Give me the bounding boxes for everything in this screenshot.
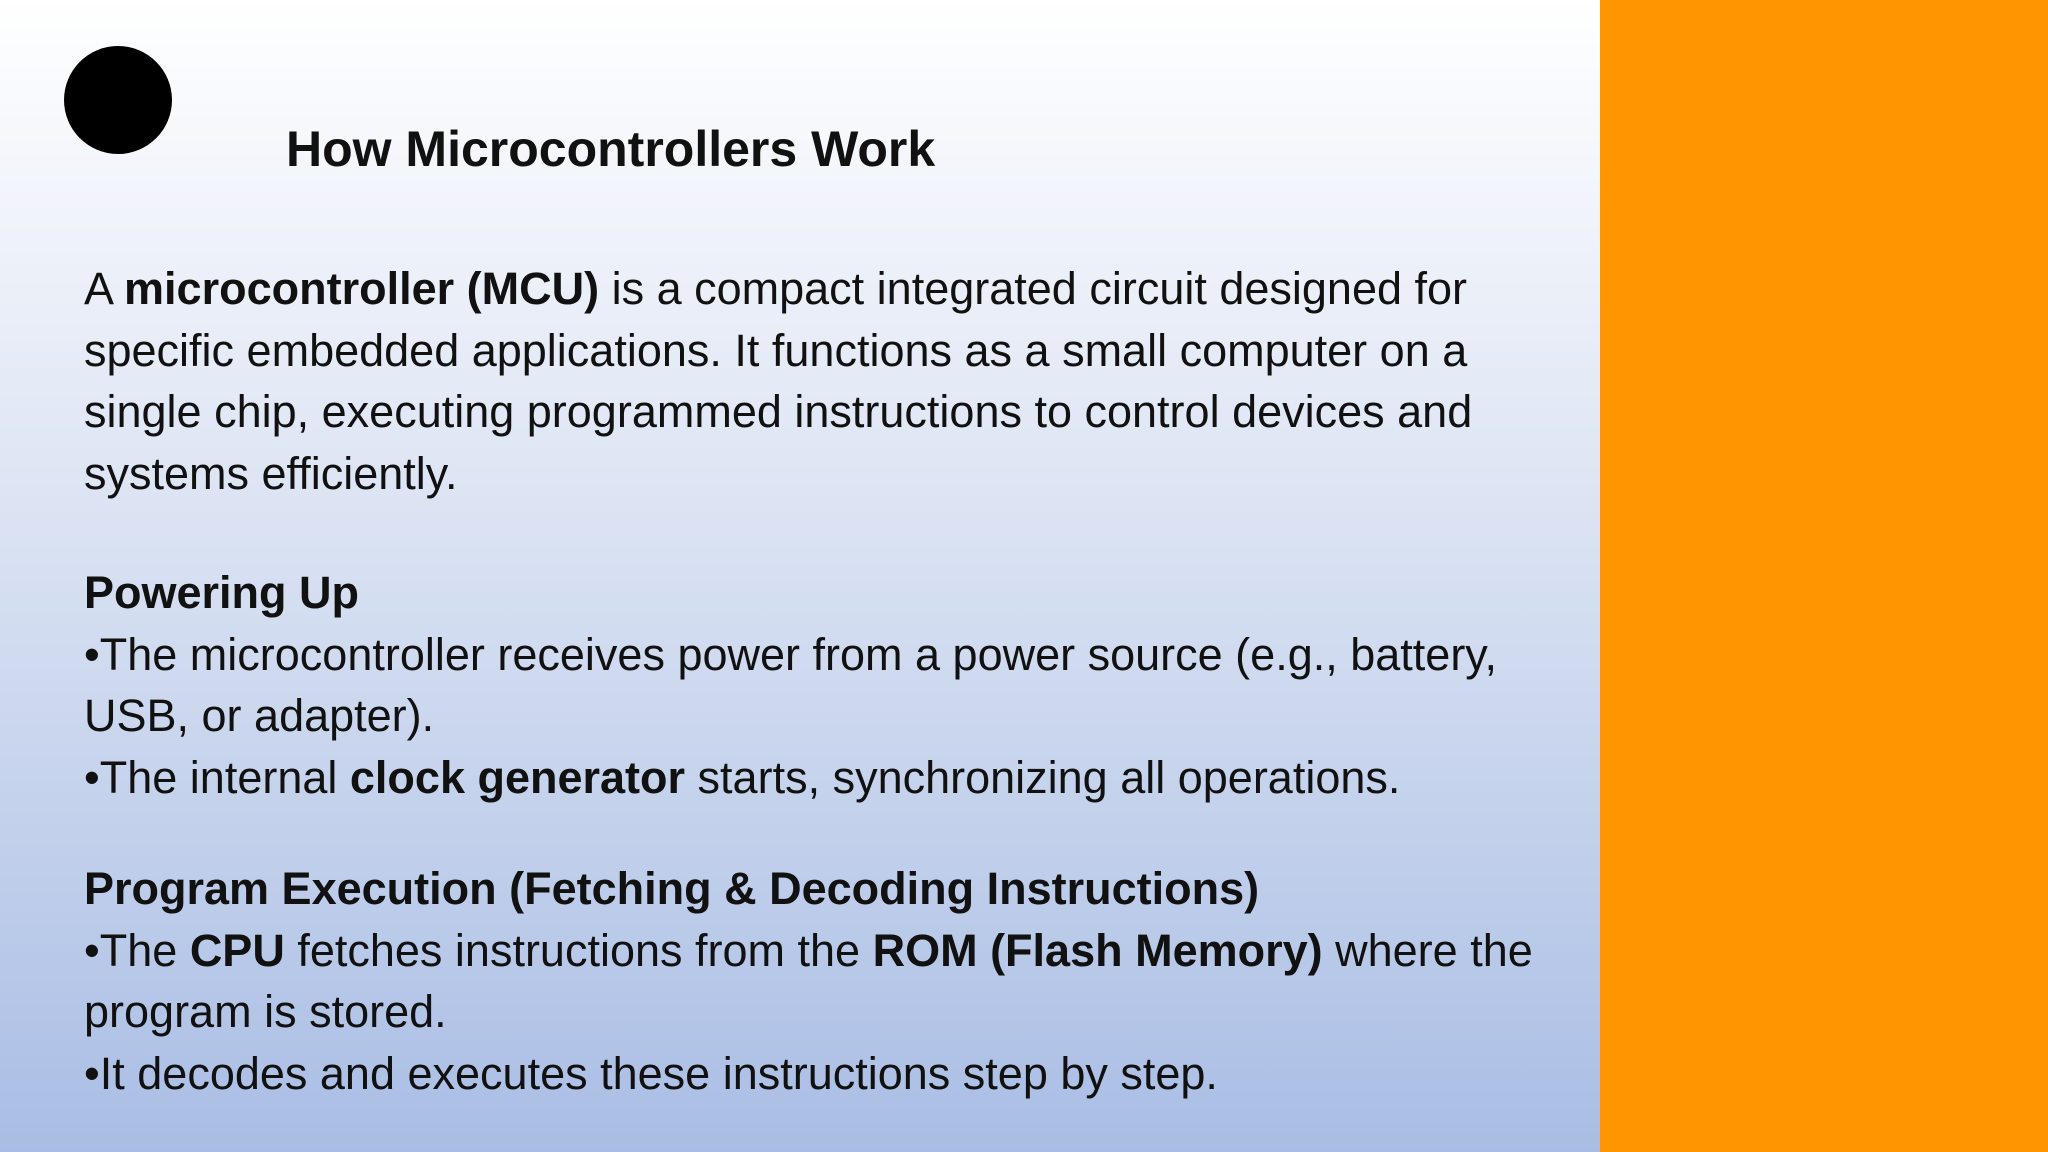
bullet-item: [84, 624, 1584, 747]
bullet-text: The microcontroller receives power from a power source (e.g., battery, USB, or adapter).: [84, 628, 1497, 741]
slide-title: How Microcontrollers Work: [286, 121, 936, 177]
bullet-item: [84, 920, 1584, 1043]
black-circle-icon: [64, 46, 172, 154]
intro-paragraph: [84, 258, 1584, 504]
bullet-glyph: •: [84, 628, 100, 680]
intro-prefix: A: [84, 263, 125, 314]
bullet-glyph: •: [84, 751, 100, 803]
section-heading-powering-up: Powering Up: [84, 567, 360, 618]
bullet-glyph: •: [84, 1047, 100, 1099]
bullet-text-suffix: starts, synchronizing all operations.: [685, 751, 1401, 803]
bullet-term-rom: ROM (Flash Memory): [872, 924, 1323, 976]
intro-rest: is a compact integrated circuit designed for specific embedded applications. It functions as a small computer on a single chip, executing programmed instructions to control devices and systems efficiently.: [84, 263, 1473, 499]
orange-accent-panel: [1600, 0, 2048, 1152]
bullet-term-clock-generator: clock generator: [349, 751, 686, 803]
bullet-text-prefix: The: [99, 924, 190, 976]
bullet-glyph: •: [84, 924, 100, 976]
slide-body: [84, 258, 1584, 1104]
intro-term: microcontroller (MCU): [124, 263, 600, 314]
bullet-text: It decodes and executes these instructions step by step.: [99, 1047, 1218, 1099]
section-heading-program-execution: Program Execution (Fetching & Decoding Instructions): [84, 863, 1260, 914]
bullet-text-prefix: The internal: [99, 751, 350, 803]
bullet-text-middle: fetches instructions from the: [284, 924, 873, 976]
bullet-item: [84, 747, 1584, 809]
bullet-text-suffix: where the program is stored.: [84, 924, 1533, 1037]
bullet-term-cpu: CPU: [189, 924, 285, 976]
bullet-item: [84, 1043, 1584, 1105]
